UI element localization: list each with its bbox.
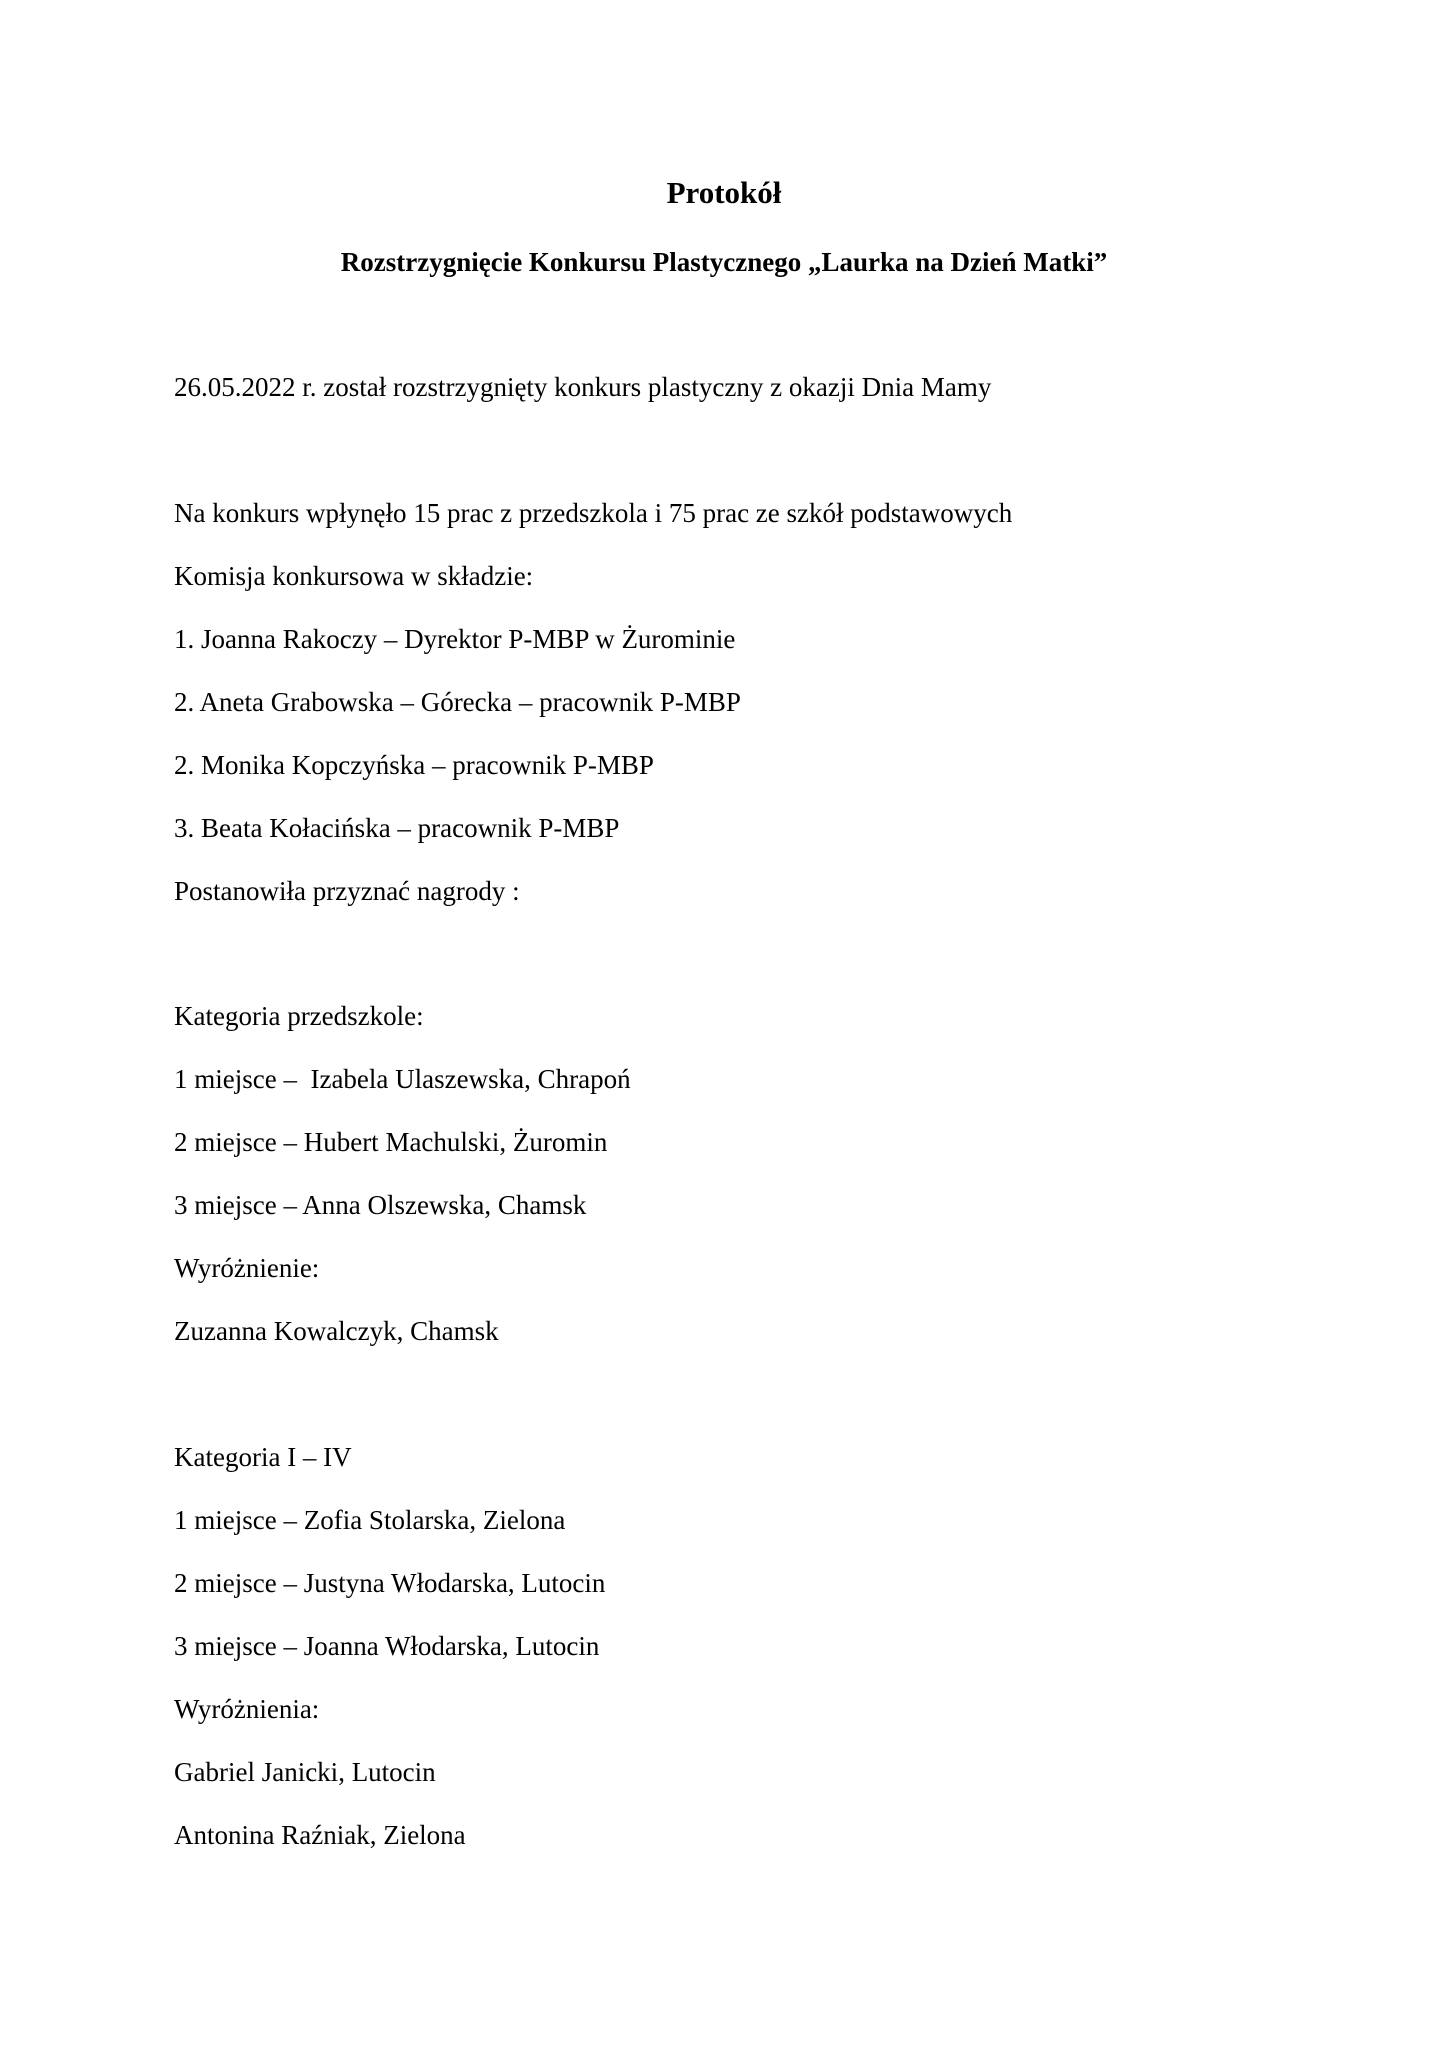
- distinction-entry: Zuzanna Kowalczyk, Chamsk: [174, 1316, 499, 1346]
- place-entry: 2 miejsce – Justyna Włodarska, Lutocin: [174, 1568, 606, 1598]
- place-entry: 3 miejsce – Anna Olszewska, Chamsk: [174, 1190, 587, 1220]
- place-entry: 1 miejsce – Izabela Ulaszewska, Chrapoń: [174, 1064, 631, 1094]
- place-entry: 1 miejsce – Zofia Stolarska, Zielona: [174, 1505, 566, 1535]
- place-entry: 2 miejsce – Hubert Machulski, Żuromin: [174, 1127, 608, 1157]
- submissions-text: Na konkurs wpłynęło 15 prac z przedszkola i 75 prac ze szkół podstawowych: [174, 498, 1013, 528]
- category-preschool-heading: Kategoria przedszkole:: [174, 1001, 424, 1031]
- committee-heading: Komisja konkursowa w składzie:: [174, 561, 534, 591]
- distinction-entry: Gabriel Janicki, Lutocin: [174, 1757, 436, 1787]
- committee-member: 2. Monika Kopczyńska – pracownik P-MBP: [174, 750, 654, 780]
- committee-member: 1. Joanna Rakoczy – Dyrektor P-MBP w Żurominie: [174, 624, 736, 654]
- document-subtitle: Rozstrzygnięcie Konkursu Plastycznego „Laurka na Dzień Matki”: [340, 247, 1108, 277]
- distinction-heading: Wyróżnienie:: [174, 1253, 320, 1283]
- committee-member: 2. Aneta Grabowska – Górecka – pracownik P-MBP: [174, 687, 741, 717]
- committee-member: 3. Beata Kołacińska – pracownik P-MBP: [174, 813, 620, 843]
- place-entry: 3 miejsce – Joanna Włodarska, Lutocin: [174, 1631, 600, 1661]
- intro-text: 26.05.2022 r. został rozstrzygnięty konkurs plastyczny z okazji Dnia Mamy: [174, 372, 992, 402]
- decision-text: Postanowiła przyznać nagrody :: [174, 876, 520, 906]
- category-1-4-heading: Kategoria I – IV: [174, 1442, 352, 1472]
- distinction-heading: Wyróżnienia:: [174, 1694, 320, 1724]
- distinction-entry: Antonina Raźniak, Zielona: [174, 1820, 466, 1850]
- document-title: Protokół: [666, 175, 782, 210]
